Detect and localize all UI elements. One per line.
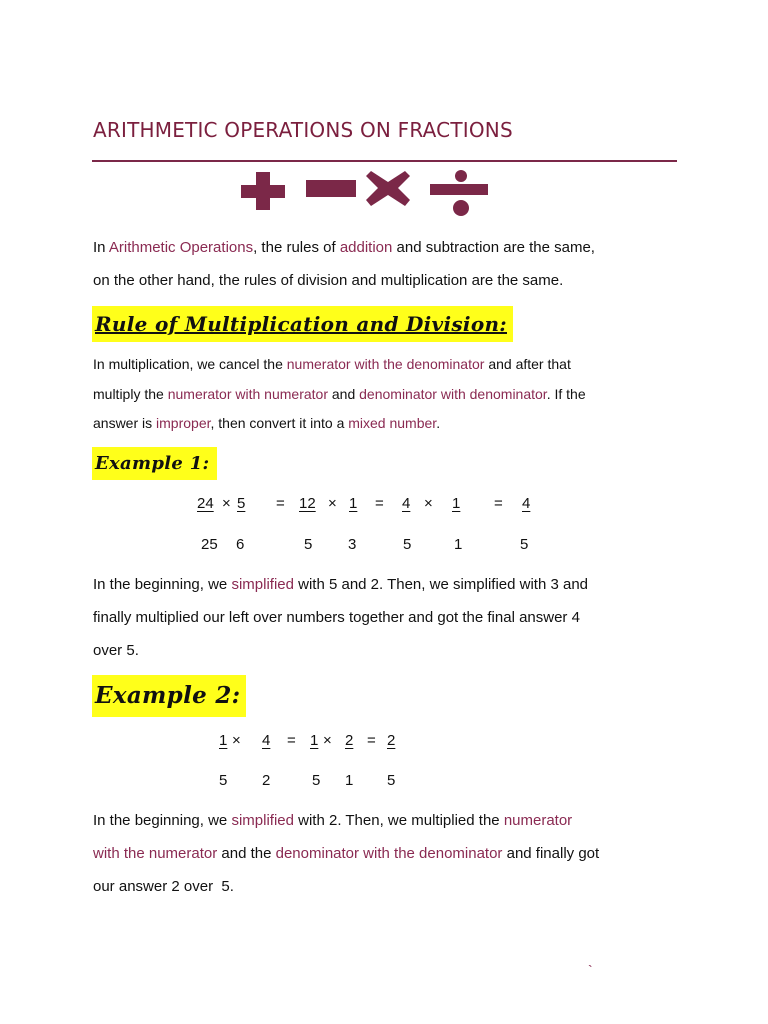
denominator: 5 xyxy=(387,772,396,789)
explanation-line-1: In the beginning, we simplified with 2. Then, we multiplied the numerator xyxy=(93,812,573,829)
rule-heading: Rule of Multiplication and Division: xyxy=(92,306,513,342)
numerator: 4 xyxy=(522,495,531,512)
denominator: 5 xyxy=(304,536,313,553)
equals-sign: = xyxy=(367,732,376,749)
denominator: 2 xyxy=(262,772,271,789)
multiply-icon xyxy=(366,171,410,206)
numerator: 12 xyxy=(299,495,316,512)
numerator: 2 xyxy=(387,732,396,749)
operator-icons xyxy=(240,170,500,220)
times-sign: × xyxy=(328,495,337,512)
denominator: 1 xyxy=(345,772,354,789)
explanation-line-2: with the numerator and the denominator with the denominator and finally got xyxy=(93,845,600,862)
denominator: 5 xyxy=(403,536,412,553)
equals-sign: = xyxy=(375,495,384,512)
numerator: 1 xyxy=(349,495,358,512)
denominator: 5 xyxy=(219,772,228,789)
intro-line-1: In Arithmetic Operations, the rules of addition and subtraction are the same, xyxy=(93,239,595,256)
explanation-line-2: finally multiplied our left over numbers together and got the final answer 4 xyxy=(93,609,580,626)
minus-icon xyxy=(306,180,356,197)
plus-icon xyxy=(241,172,285,210)
rule-line-2: multiply the numerator with numerator and denominator with denominator. If the xyxy=(93,385,586,402)
numerator: 2 xyxy=(345,732,354,749)
denominator: 5 xyxy=(520,536,529,553)
numerator: 4 xyxy=(402,495,411,512)
rule-line-3: answer is improper, then convert it into a mixed number. xyxy=(93,415,441,431)
page-title: ARITHMETIC OPERATIONS ON FRACTIONS xyxy=(93,118,513,142)
numerator: 1 xyxy=(219,732,228,749)
example-2-heading: Example 2: xyxy=(92,675,246,717)
denominator: 6 xyxy=(236,536,245,553)
intro-paragraph xyxy=(93,231,683,297)
title-divider xyxy=(92,160,677,162)
numerator: 1 xyxy=(310,732,319,749)
explanation-line-3: our answer 2 over 5. xyxy=(93,878,234,895)
example-1-explanation xyxy=(93,568,683,667)
numerator: 1 xyxy=(452,495,461,512)
denominator: 1 xyxy=(454,536,463,553)
rule-paragraph xyxy=(93,350,683,439)
stray-mark: ` xyxy=(588,962,593,978)
times-sign: × xyxy=(424,495,433,512)
intro-line-2: on the other hand, the rules of division and multiplication are the same. xyxy=(93,272,564,289)
divide-icon xyxy=(430,170,488,216)
times-sign: × xyxy=(232,732,241,749)
times-sign: × xyxy=(323,732,332,749)
denominator: 3 xyxy=(348,536,357,553)
explanation-line-1: In the beginning, we simplified with 5 and 2. Then, we simplified with 3 and xyxy=(93,576,589,593)
example-1-heading: Example 1: xyxy=(92,447,217,480)
rule-line-1: In multiplication, we cancel the numerator with the denominator and after that xyxy=(93,356,571,372)
explanation-line-3: over 5. xyxy=(93,642,139,659)
times-sign: × xyxy=(222,495,231,512)
numerator: 5 xyxy=(237,495,246,512)
equals-sign: = xyxy=(494,495,503,512)
denominator: 5 xyxy=(312,772,321,789)
example-2-explanation xyxy=(93,804,683,903)
denominator: 25 xyxy=(201,536,218,553)
numerator: 4 xyxy=(262,732,271,749)
equals-sign: = xyxy=(287,732,296,749)
numerator: 24 xyxy=(197,495,214,512)
equals-sign: = xyxy=(276,495,285,512)
